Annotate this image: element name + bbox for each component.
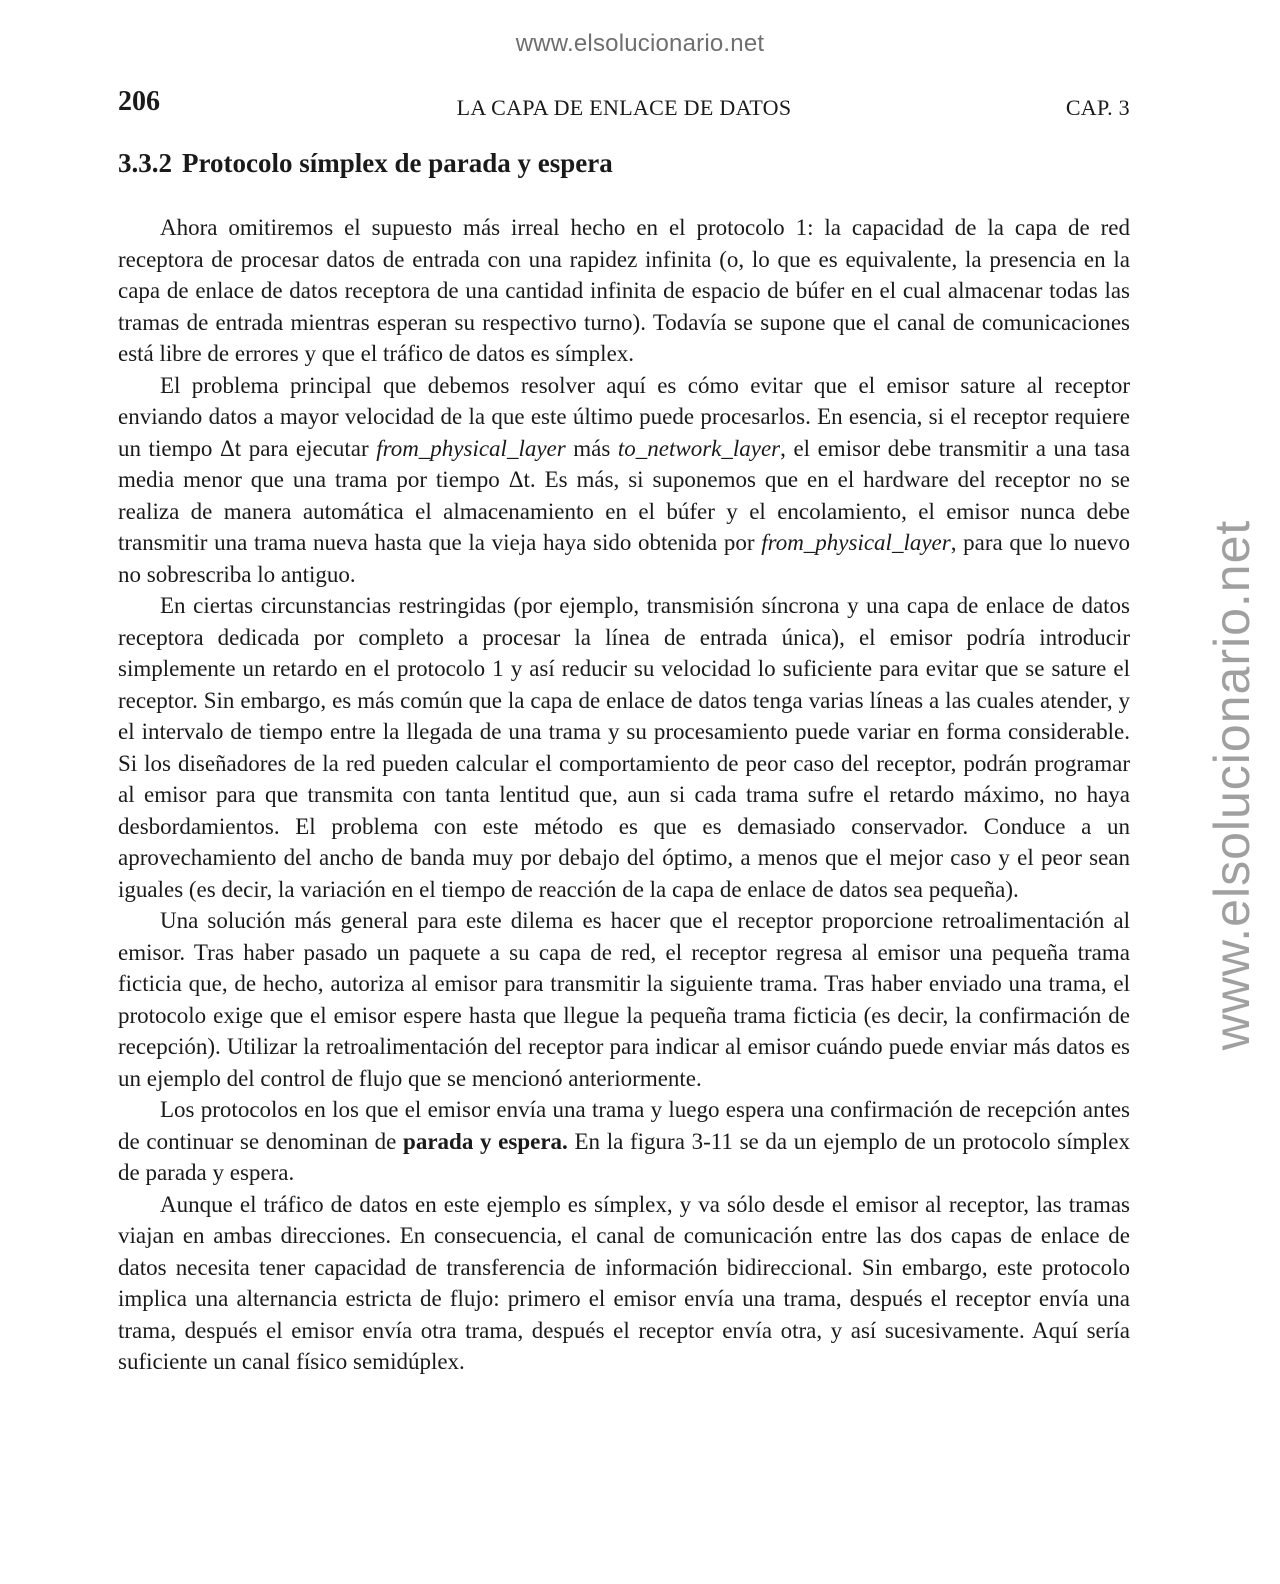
paragraph-3: En ciertas circunstancias restringidas (por ejemplo, transmisión síncrona y una capa de enlace de datos receptora dedicada por completo a procesar la línea de entrada única), el emisor podría introducir simplemente un retardo en el protocolo 1 y así reducir su velocidad lo suficiente para evitar que se sature el receptor. Sin embargo, es más común que la capa de enlace de datos tenga varias líneas a las cuales atender, y el intervalo de tiempo entre la llegada de una trama y su procesamiento puede variar en forma considerable. Si los diseñadores de la red pueden calcular el comportamiento de peor caso del receptor, podrán programar al emisor para que transmita con tanta lentitud que, aun si cada trama sufre el retardo máximo, no haya desbordamientos. El problema con este método es que es demasiado conservador. Conduce a un aprovechamiento del ancho de banda muy por debajo del óptimo, a menos que el mejor caso y el peor sean iguales (es decir, la variación en el tiempo de reacción de la capa de enlace de datos sea pequeña). xyxy=(118,593,1130,902)
paragraph-2-text-b: más xyxy=(565,435,618,461)
body-text xyxy=(118,212,1130,1378)
function-name: from_physical_layer xyxy=(761,530,951,555)
section-title: Protocolo símplex de parada y espera xyxy=(182,148,613,178)
paragraph-5-text-b: En la figura 3-11 se da un ejemplo de un protocolo símplex de parada y espera. xyxy=(118,1128,1130,1185)
paragraph-4: Una solución más general para este dilema es hacer que el receptor proporcione retroalimentación al emisor. Tras haber pasado un paquete a su capa de red, el receptor regresa al emisor una pequeña trama ficticia que, de hecho, autoriza al emisor para transmitir la siguiente trama. Tras haber enviado una trama, el protocolo exige que el emisor espere hasta que llegue la pequeña trama ficticia (es decir, la confirmación de recepción). Utilizar la retroalimentación del receptor para indicar al emisor cuándo puede enviar más datos es un ejemplo del control de flujo que se mencionó anteriormente. xyxy=(118,908,1130,1091)
paragraph-6: Aunque el tráfico de datos en este ejemplo es símplex, y va sólo desde el emisor al receptor, las tramas viajan en ambas direcciones. En consecuencia, el canal de comunicación entre las dos capas de enlace de datos necesita tener capacidad de transferencia de información bidireccional. Sin embargo, este protocolo implica una alternancia estricta de flujo: primero el emisor envía una trama, después el receptor envía una trama, después el emisor envía otra trama, después el receptor envía otra, y así sucesivamente. Aquí sería suficiente un canal físico semidúplex. xyxy=(118,1191,1130,1374)
section-number: 3.3.2 xyxy=(118,148,172,178)
chapter-label: CAP. 3 xyxy=(1065,95,1130,120)
function-name: from_physical_layer xyxy=(376,435,566,461)
chapter-title: LA CAPA DE ENLACE DE DATOS xyxy=(456,95,792,120)
key-term: parada y espera. xyxy=(403,1128,568,1154)
section-heading xyxy=(118,148,613,179)
running-head xyxy=(118,86,1130,126)
paragraph-1: Ahora omitiremos el supuesto más irreal hecho en el protocolo 1: la capacidad de la capa de red receptora de procesar datos de entrada con una rapidez infinita (o, lo que es equivalente, la presencia en la capa de enlace de datos receptora de una cantidad infinita de espacio de búfer en el cual almacenar todas las tramas de entrada mientras esperan su respectivo turno). Todavía se supone que el canal de comunicaciones está libre de errores y que el tráfico de datos es símplex. xyxy=(118,215,1130,366)
watermark-top: www.elsolucionario.net xyxy=(515,30,765,57)
watermark-side: www.elsolucionario.net xyxy=(1204,519,1260,1051)
paragraph-5 xyxy=(118,1094,1130,1189)
paragraph-2 xyxy=(118,370,1130,591)
function-name: to_network_layer xyxy=(617,435,781,461)
paragraph-2-text-a: El problema principal que debemos resolver aquí es cómo evitar que el emisor sature al receptor enviando datos a mayor velocidad de la que este último puede procesarlos. En esencia, si el receptor requiere un tiempo Δt para ejecutar xyxy=(118,372,1130,461)
paragraph-2-text-d: , para que lo nuevo no sobrescriba lo antiguo. xyxy=(118,530,1130,587)
paragraph-5-text-a: Los protocolos en los que el emisor envía una trama y luego espera una confirmación de recepción antes de continuar se denominan de xyxy=(118,1097,1130,1154)
paragraph-2-text-c: , el emisor debe transmitir a una tasa media menor que una trama por tiempo Δt. Es más, si suponemos que en el hardware del receptor no se realiza de manera automática el almacenamiento en el búfer y el encolamiento, el emisor nunca debe transmitir una trama nueva hasta que la vieja haya sido obtenida por xyxy=(118,435,1130,555)
page-number: 206 xyxy=(118,86,160,117)
